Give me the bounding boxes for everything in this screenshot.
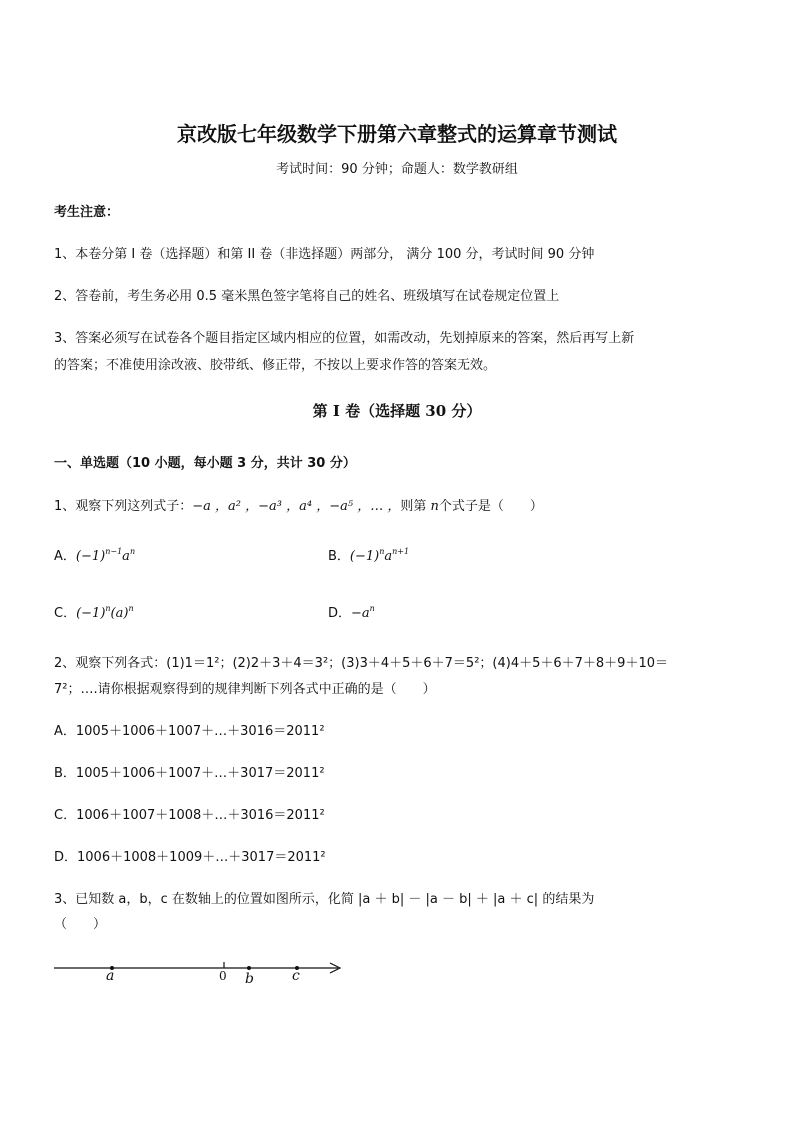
q1-option-c-varexp: n	[128, 604, 134, 613]
section-title: 第 I 卷（选择题 30 分）	[312, 402, 482, 420]
q1-option-c[interactable]	[54, 602, 134, 621]
q1-option-b-var: a	[384, 549, 393, 564]
q2-option-a[interactable]: A．1005＋1006＋1007＋…＋3016＝2011²	[54, 724, 325, 739]
q1-option-c-var: (a)	[110, 606, 129, 621]
q1-option-b-varexp: n+1	[392, 547, 410, 556]
q1-option-c-base: (−1)	[76, 606, 106, 621]
q1-option-c-exp: n	[105, 604, 111, 613]
exam-info: 考试时间：90 分钟；命题人：数学教研组	[276, 162, 518, 177]
number-line-svg	[54, 952, 354, 992]
page-title: 京改版七年级数学下册第六章整式的运算章节测试	[177, 122, 617, 146]
q1-n: n	[430, 499, 439, 514]
q1-option-b-label: B．	[328, 549, 350, 564]
question-3-line-2: （ ）	[54, 917, 107, 932]
q1-stem-suffix-a: 则第	[400, 499, 431, 514]
question-3-line-1: 3、已知数 a，b，c 在数轴上的位置如图所示，化简 |a ＋ b| － |a － b| ＋ |a ＋ c| 的结果为	[54, 892, 595, 907]
q1-option-b-base: (−1)	[349, 549, 380, 564]
q1-option-d[interactable]	[328, 602, 375, 621]
q1-option-b-exp: n	[379, 547, 385, 556]
notice-item-3-line-2: 的答案；不准使用涂改液、胶带纸、修正带，不按以上要求作答的答案无效。	[54, 358, 497, 373]
q1-option-d-label: D．	[328, 606, 352, 621]
question-2-line-2: 7²；….请你根据观察得到的规律判断下列各式中正确的是（ ）	[54, 682, 436, 697]
q1-option-a[interactable]	[54, 545, 135, 564]
q1-sequence: −a ，a² ，−a³ ，a⁴ ，−a⁵ ，… ，	[192, 499, 401, 514]
q1-option-d-exp: n	[369, 604, 375, 613]
notice-item-3-line-1: 3、答案必须写在试卷各个题目指定区域内相应的位置，如需改动，先划掉原来的答案，然后再写上新	[54, 331, 635, 346]
q1-stem-prefix: 1、观察下列这列式子：	[54, 499, 193, 514]
notice-item-1: 1、本卷分第 I 卷（选择题）和第 II 卷（非选择题）两部分， 满分 100 分，考试时间 90 分钟	[54, 247, 595, 262]
label-a: a	[106, 968, 115, 984]
label-b: b	[245, 971, 254, 987]
point-b-dot	[247, 966, 251, 970]
q1-option-a-label: A．	[54, 549, 76, 564]
q1-option-a-var: a	[122, 549, 130, 564]
label-zero: 0	[219, 969, 227, 983]
q2-option-c[interactable]: C．1006＋1007＋1008＋…＋3016＝2011²	[54, 808, 325, 823]
q1-option-a-exp: n−1	[105, 547, 123, 556]
q2-option-d[interactable]: D．1006＋1008＋1009＋…＋3017＝2011²	[54, 850, 326, 865]
label-c: c	[292, 968, 300, 984]
notice-heading: 考生注意：	[54, 205, 120, 220]
q1-option-b[interactable]	[328, 545, 409, 564]
part-heading: 一、单选题（10 小题，每小题 3 分，共计 30 分）	[54, 456, 356, 471]
number-line-figure	[54, 952, 354, 992]
question-2-line-1: 2、观察下列各式：(1)1＝1²；(2)2＋3＋4＝3²；(3)3＋4＋5＋6＋7＝5²；(4)4＋5＋6＋7＋8＋9＋10＝	[54, 656, 668, 671]
q1-option-d-text: −a	[351, 606, 370, 621]
q1-option-a-varexp: n	[129, 547, 136, 556]
q2-option-b[interactable]: B．1005＋1006＋1007＋…＋3017＝2011²	[54, 766, 325, 781]
q1-option-a-base: (−1)	[75, 549, 106, 564]
question-1-stem	[54, 495, 543, 514]
q1-option-c-label: C．	[54, 606, 77, 621]
notice-item-2: 2、答卷前，考生务必用 0.5 毫米黑色签字笔将自己的姓名、班级填写在试卷规定位置上	[54, 289, 560, 304]
q1-stem-suffix-b: 个式子是（ ）	[438, 499, 543, 514]
